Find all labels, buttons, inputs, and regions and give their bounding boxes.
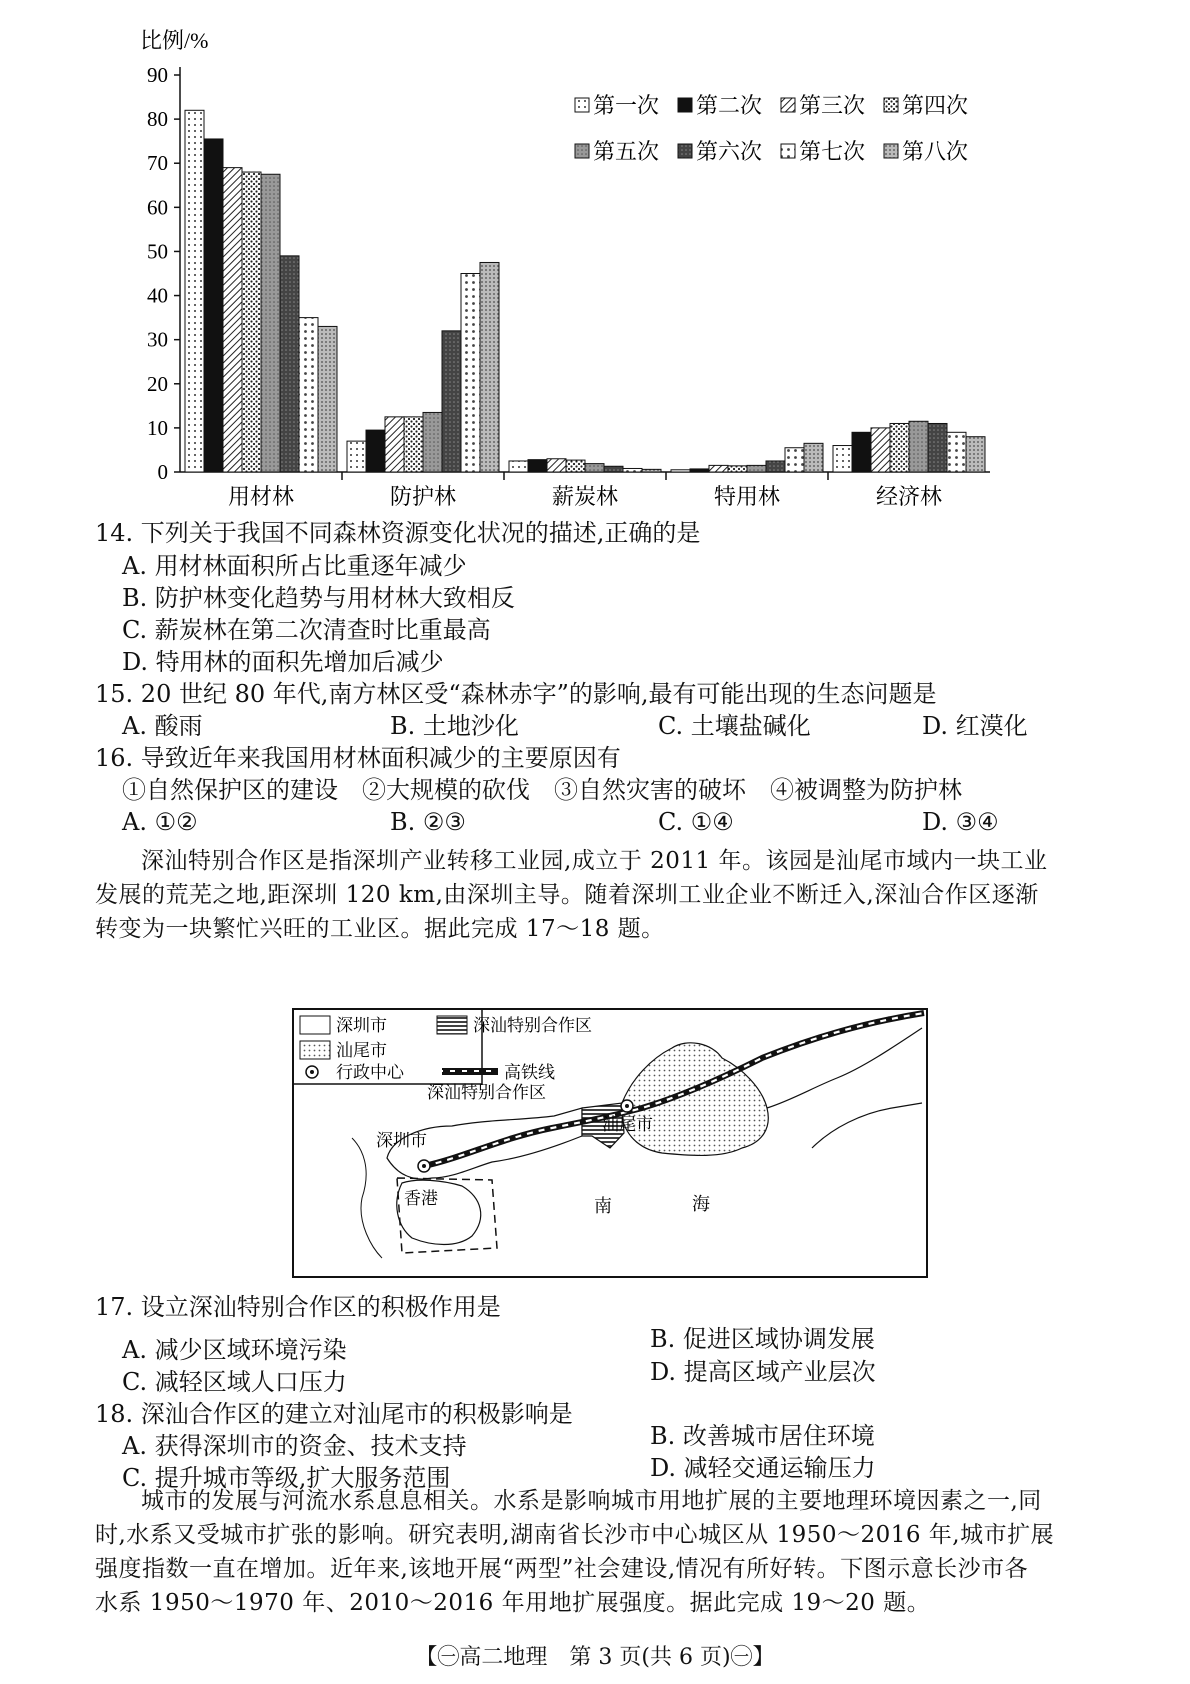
legend-swatch-1 <box>678 98 692 112</box>
q18-option-a[interactable]: A. 获得深圳市的资金、技术支持 <box>122 1432 467 1460</box>
y-tick-label: 20 <box>147 371 168 396</box>
legend-zone-label: 深汕特别合作区 <box>473 1016 592 1035</box>
bar-3-0 <box>242 172 261 472</box>
legend-swatch-6 <box>781 144 795 158</box>
q14-option-a[interactable]: A. 用材林面积所占比重逐年减少 <box>122 552 467 580</box>
legend-swatch-7 <box>884 144 898 158</box>
map-label-hongkong: 香港 <box>404 1189 438 1208</box>
bar-0-3 <box>671 470 690 472</box>
y-tick-label: 40 <box>147 283 168 308</box>
x-tick-label: 特用林 <box>713 484 781 509</box>
passage1-line1: 深汕特别合作区是指深圳产业转移工业园,成立于 2011 年。该园是汕尾市域内一块工业 <box>141 848 1048 874</box>
forest-bar-chart <box>120 20 1000 520</box>
y-tick-label: 90 <box>147 63 168 87</box>
bar-group <box>185 110 985 472</box>
passage1-line3: 转变为一块繁忙兴旺的工业区。据此完成 17～18 题。 <box>95 916 665 942</box>
y-tick-label: 10 <box>147 415 168 440</box>
q18-option-c[interactable]: C. 提升城市等级,扩大服务范围 <box>122 1464 451 1492</box>
q16-option-a[interactable]: A. ①② <box>122 808 198 836</box>
bar-7-2 <box>642 469 661 472</box>
y-tick-label: 80 <box>147 107 168 132</box>
bar-2-0 <box>223 168 242 472</box>
bar-6-3 <box>785 448 804 472</box>
bar-4-2 <box>585 464 604 472</box>
q17-option-b[interactable]: B. 促进区域协调发展 <box>650 1325 875 1353</box>
q16-stem: 16. 导致近年来我国用材林面积减少的主要原因有 <box>95 744 621 772</box>
y-tick-label: 60 <box>147 195 168 220</box>
q17-stem: 17. 设立深汕特别合作区的积极作用是 <box>95 1293 501 1321</box>
bar-4-0 <box>261 174 280 472</box>
bar-6-4 <box>947 432 966 472</box>
legend-swatch-4 <box>575 144 589 158</box>
bar-5-0 <box>280 256 299 472</box>
legend-rail-label: 高铁线 <box>504 1063 555 1082</box>
legend-shanwei-swatch <box>300 1041 330 1059</box>
bar-2-3 <box>709 465 728 472</box>
legend-label-7: 第八次 <box>902 139 969 164</box>
passage2-line3: 强度指数一直在增加。近年来,该地开展“两型”社会建设,情况有所好转。下图示意长沙市各 <box>95 1556 1029 1582</box>
x-tick-label: 用材林 <box>227 484 295 509</box>
legend-swatch-0 <box>575 98 589 112</box>
x-tick-label: 经济林 <box>875 484 943 509</box>
q17-option-d[interactable]: D. 提高区域产业层次 <box>650 1358 876 1386</box>
bar-5-2 <box>604 466 623 472</box>
bar-3-4 <box>890 423 909 472</box>
y-tick-label: 70 <box>147 151 168 176</box>
legend-label-5: 第六次 <box>696 139 763 164</box>
q15-option-b[interactable]: B. 土地沙化 <box>390 712 519 740</box>
x-tick-label: 防护林 <box>389 484 457 509</box>
chart-legend <box>575 93 968 164</box>
legend-swatch-2 <box>781 98 795 112</box>
q17-option-c[interactable]: C. 减轻区域人口压力 <box>122 1368 347 1396</box>
y-tick-label: 30 <box>147 327 168 352</box>
passage2-line2: 时,水系又受城市扩张的影响。研究表明,湖南省长沙市中心城区从 1950～2016 年,城市扩展 <box>95 1522 1055 1548</box>
bar-0-0 <box>185 110 204 472</box>
bar-1-3 <box>690 469 709 472</box>
bar-1-1 <box>366 430 385 472</box>
y-tick-label: 0 <box>157 460 168 484</box>
legend-label-6: 第七次 <box>799 139 866 164</box>
passage2-line1: 城市的发展与河流水系息息相关。水系是影响城市用地扩展的主要地理环境因素之一,同 <box>141 1488 1042 1514</box>
q16-option-c[interactable]: C. ①④ <box>658 808 734 836</box>
legend-label-3: 第四次 <box>902 93 969 118</box>
bar-4-4 <box>909 421 928 472</box>
y-axis-label: 比例/% <box>140 28 209 53</box>
q15-option-d[interactable]: D. 红漠化 <box>922 712 1028 740</box>
q14-stem: 14. 下列关于我国不同森林资源变化状况的描述,正确的是 <box>95 519 701 547</box>
q14-option-c[interactable]: C. 薪炭林在第二次清查时比重最高 <box>122 616 491 644</box>
q18-option-d[interactable]: D. 减轻交通运输压力 <box>650 1454 876 1482</box>
bar-7-3 <box>804 443 823 472</box>
bar-3-3 <box>728 466 747 472</box>
map-label-nan: 南 <box>594 1196 612 1216</box>
bar-5-4 <box>928 423 947 472</box>
q16-option-b[interactable]: B. ②③ <box>390 808 466 836</box>
bar-7-4 <box>966 437 985 472</box>
bar-7-1 <box>480 262 499 472</box>
bar-0-2 <box>509 461 528 472</box>
bar-2-2 <box>547 459 566 472</box>
bar-3-2 <box>566 460 585 472</box>
bar-5-1 <box>442 331 461 472</box>
y-tick-label: 50 <box>147 239 168 264</box>
passage-shenshan <box>95 844 1140 946</box>
passage-changsha <box>95 1484 1140 1620</box>
bar-5-3 <box>766 461 785 472</box>
q14-option-d[interactable]: D. 特用林的面积先增加后减少 <box>122 648 444 676</box>
bar-1-2 <box>528 460 547 472</box>
legend-label-4: 第五次 <box>593 139 660 164</box>
q15-stem: 15. 20 世纪 80 年代,南方林区受“森林赤字”的影响,最有可能出现的生态问题是 <box>95 680 937 708</box>
page-footer: 【㊀高二地理 第 3 页(共 6 页)㊀】 <box>415 1645 775 1670</box>
bar-4-3 <box>747 465 766 472</box>
legend-label-1: 第二次 <box>696 93 763 118</box>
legend-label-0: 第一次 <box>593 93 660 118</box>
bar-1-0 <box>204 139 223 472</box>
q17-option-a[interactable]: A. 减少区域环境污染 <box>122 1336 347 1364</box>
bar-7-0 <box>318 326 337 472</box>
bar-0-4 <box>833 446 852 472</box>
bar-6-0 <box>299 318 318 472</box>
q16-items: ①自然保护区的建设 ②大规模的砍伐 ③自然灾害的破坏 ④被调整为防护林 <box>122 776 962 804</box>
legend-zone-swatch <box>437 1016 467 1034</box>
bar-2-4 <box>871 428 890 472</box>
q16-option-d[interactable]: D. ③④ <box>922 808 999 836</box>
x-axis-labels <box>228 472 942 509</box>
bar-6-1 <box>461 274 480 473</box>
legend-swatch-5 <box>678 144 692 158</box>
bar-1-4 <box>852 432 871 472</box>
legend-admin-label: 行政中心 <box>336 1063 404 1082</box>
map-label-shanwei: 汕尾市 <box>602 1115 653 1134</box>
q18-option-b[interactable]: B. 改善城市居住环境 <box>650 1422 875 1450</box>
legend-shenzhen-label: 深圳市 <box>336 1016 387 1035</box>
x-tick-label: 薪炭林 <box>551 484 619 509</box>
legend-shanwei-label: 汕尾市 <box>336 1041 387 1060</box>
q14-option-b[interactable]: B. 防护林变化趋势与用材林大致相反 <box>122 584 515 612</box>
bar-0-1 <box>347 441 366 472</box>
q18-stem: 18. 深汕合作区的建立对汕尾市的积极影响是 <box>95 1400 573 1428</box>
bar-4-1 <box>423 412 442 472</box>
map-label-hai: 海 <box>692 1194 710 1214</box>
map-label-shenzhen: 深圳市 <box>376 1131 427 1150</box>
passage1-line2: 发展的荒芜之地,距深圳 120 km,由深圳主导。随着深圳工业企业不断迁入,深汕合作区逐渐 <box>95 882 1039 908</box>
map-label-zone: 深汕特别合作区 <box>427 1083 546 1102</box>
legend-label-2: 第三次 <box>799 93 866 118</box>
legend-shenzhen-swatch <box>300 1016 330 1034</box>
q15-option-a[interactable]: A. 酸雨 <box>122 712 203 740</box>
shenshan-map <box>292 1008 928 1278</box>
passage2-line4: 水系 1950～1970 年、2010～2016 年用地扩展强度。据此完成 19～20 题。 <box>95 1590 931 1616</box>
legend-rail-icon <box>442 1068 498 1075</box>
bar-6-2 <box>623 468 642 472</box>
q15-option-c[interactable]: C. 土壤盐碱化 <box>658 712 811 740</box>
legend-swatch-3 <box>884 98 898 112</box>
bar-2-1 <box>385 417 404 472</box>
bar-3-1 <box>404 417 423 472</box>
